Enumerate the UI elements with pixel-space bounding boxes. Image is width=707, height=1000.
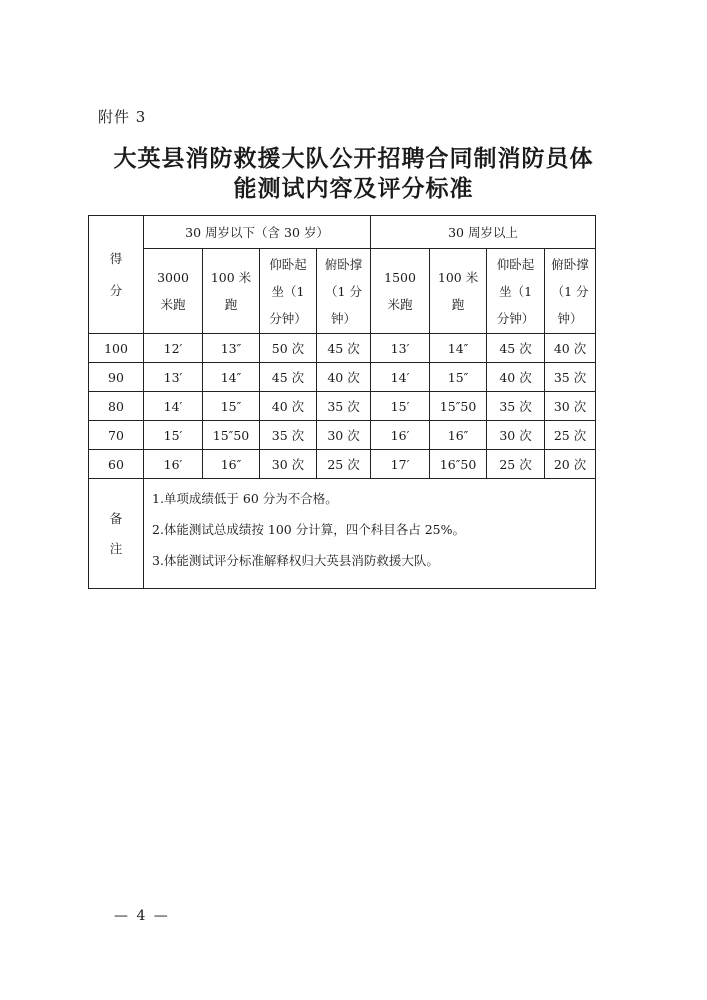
table-cell: 40 次 [260, 392, 317, 421]
note-item: 1.单项成绩低于 60 分为不合格。 [152, 491, 338, 506]
notes-label-char: 备 [109, 510, 123, 526]
note-item: 2.体能测试总成绩按 100 分计算，四个科目各占 25%。 [152, 522, 465, 537]
table-cell: 16″50 [430, 450, 487, 479]
table-cell: 45 次 [317, 334, 371, 363]
note-item: 3.体能测试评分标准解释权归大英县消防救援大队。 [152, 553, 439, 568]
table-cell: 35 次 [260, 421, 317, 450]
column-header: 1500 米跑 [371, 249, 430, 334]
table-cell: 12′ [144, 334, 203, 363]
column-header: 俯卧撑 （1 分 钟） [317, 249, 371, 334]
table-cell: 35 次 [545, 363, 596, 392]
group-header-under30: 30 周岁以下（含 30 岁） [144, 216, 371, 249]
table-cell: 30 次 [317, 421, 371, 450]
table-cell: 25 次 [487, 450, 545, 479]
title-line-2: 能测试内容及评分标准 [233, 175, 474, 202]
table-cell: 15′ [144, 421, 203, 450]
table-row [89, 363, 596, 392]
table-cell: 35 次 [487, 392, 545, 421]
score-cell: 70 [89, 421, 144, 450]
table-cell: 35 次 [317, 392, 371, 421]
page-number: — 4 — [114, 908, 170, 924]
table-cell: 30 次 [545, 392, 596, 421]
table-cell: 15″50 [203, 421, 260, 450]
table-row [89, 334, 596, 363]
table-cell: 15″ [430, 363, 487, 392]
notes-label-char: 注 [109, 540, 123, 556]
table-cell: 30 次 [260, 450, 317, 479]
column-header: 俯卧撑 （1 分 钟） [545, 249, 596, 334]
scoring-standard-table [88, 215, 596, 589]
table-cell: 40 次 [317, 363, 371, 392]
table-cell: 16″ [203, 450, 260, 479]
document-title [80, 144, 627, 204]
table-cell: 14′ [144, 392, 203, 421]
column-header: 3000 米跑 [144, 249, 203, 334]
table-cell: 13′ [144, 363, 203, 392]
table-cell: 40 次 [487, 363, 545, 392]
table-row [89, 450, 596, 479]
table-cell: 50 次 [260, 334, 317, 363]
table-cell: 45 次 [260, 363, 317, 392]
group-header-over30: 30 周岁以上 [371, 216, 596, 249]
table-cell: 16′ [371, 421, 430, 450]
table-cell: 17′ [371, 450, 430, 479]
column-header: 仰卧起 坐（1 分钟） [487, 249, 545, 334]
notes-cell [144, 479, 596, 589]
table-cell: 13′ [371, 334, 430, 363]
table-cell: 40 次 [545, 334, 596, 363]
score-header-char: 分 [109, 282, 123, 298]
notes-label-cell [89, 479, 144, 589]
table-cell: 15″50 [430, 392, 487, 421]
table-row [89, 392, 596, 421]
table-cell: 16′ [144, 450, 203, 479]
table-cell: 15′ [371, 392, 430, 421]
table-cell: 30 次 [487, 421, 545, 450]
score-header-char: 得 [109, 250, 123, 266]
table-cell: 45 次 [487, 334, 545, 363]
title-line-1: 大英县消防救援大队公开招聘合同制消防员体 [113, 145, 594, 172]
attachment-label: 附件 3 [98, 108, 147, 126]
table-cell: 25 次 [545, 421, 596, 450]
table-cell: 25 次 [317, 450, 371, 479]
table-row [89, 421, 596, 450]
column-header: 100 米 跑 [203, 249, 260, 334]
score-header-cell [89, 216, 144, 334]
score-cell: 80 [89, 392, 144, 421]
table-cell: 20 次 [545, 450, 596, 479]
table-cell: 14″ [430, 334, 487, 363]
table-cell: 16″ [430, 421, 487, 450]
score-cell: 90 [89, 363, 144, 392]
table-cell: 15″ [203, 392, 260, 421]
table-cell: 14″ [203, 363, 260, 392]
score-cell: 100 [89, 334, 144, 363]
column-header: 仰卧起 坐（1 分钟） [260, 249, 317, 334]
table-cell: 14′ [371, 363, 430, 392]
table-cell: 13″ [203, 334, 260, 363]
score-cell: 60 [89, 450, 144, 479]
column-header: 100 米 跑 [430, 249, 487, 334]
